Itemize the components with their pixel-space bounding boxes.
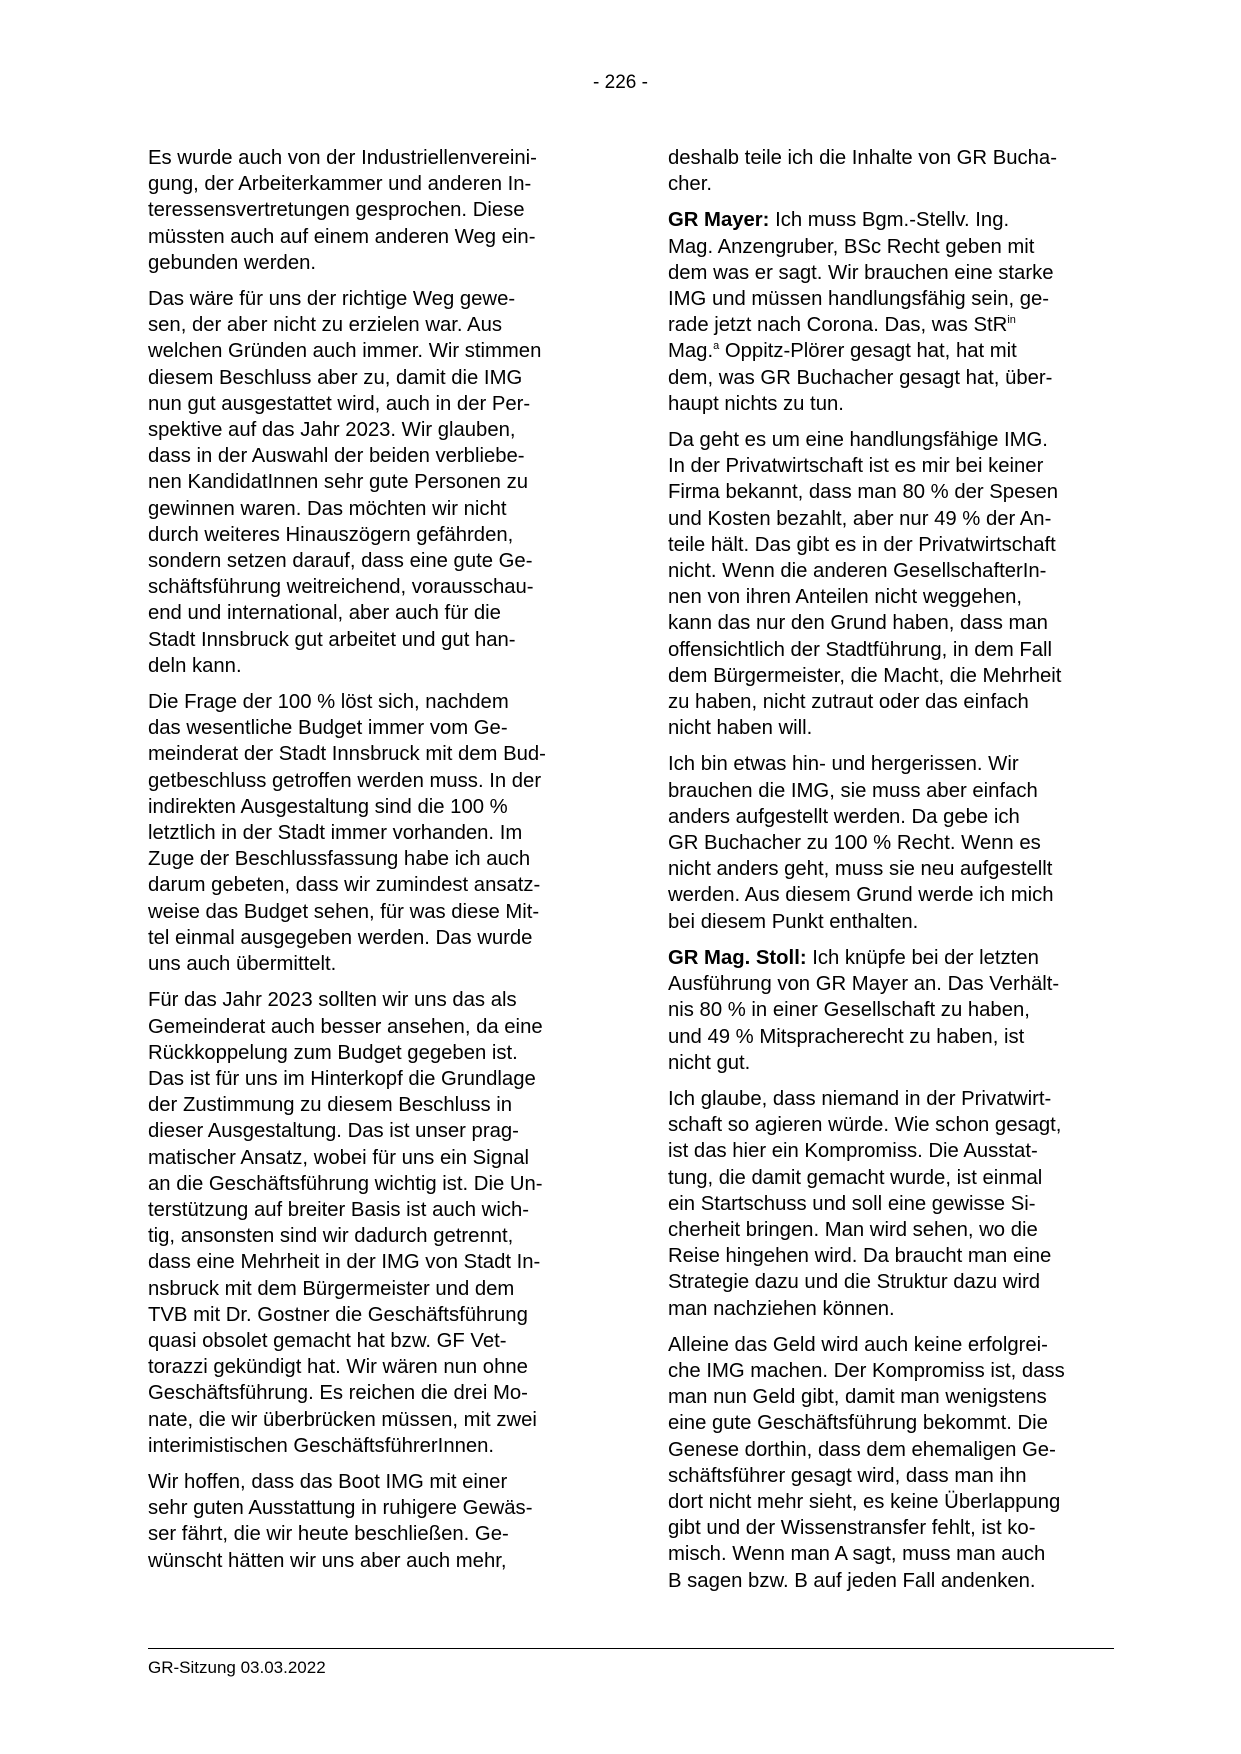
right-column bbox=[668, 145, 1106, 1604]
speaker-name: GR Mag. Stoll: bbox=[668, 946, 807, 969]
paragraph: Für das Jahr 2023 sollten wir uns das als Gemeinderat auch besser ansehen, da eine Rückkoppelung zum Budget gegeben ist. Das ist für uns im Hinterkopf die Grundlage der Zustimmung zu diesem Beschluss in dieser Ausgestaltung. Das ist unser prag- matischer Ansatz, wobei für uns ein Signal an die Geschäftsführung wichtig ist. Die Un- terstützung auf breiter Basis ist auch wich- tig, ansonsten sind wir dadurch getrennt, dass eine Mehrheit in der IMG von Stadt In- nsbruck mit dem Bürgermeister und dem TVB mit Dr. Gostner die Geschäftsführung quasi obsolet gemacht hat bzw. GF Vet- torazzi gekündigt hat. Wir wären nun ohne Geschäftsführung. Es reichen die drei Mo- nate, die wir überbrücken müssen, mit zwei interimistischen GeschäftsführerInnen. bbox=[148, 989, 543, 1457]
left-column bbox=[148, 145, 586, 1584]
speaker-name: GR Mayer: bbox=[668, 209, 770, 232]
paragraph: Alleine das Geld wird auch keine erfolgrei- che IMG machen. Der Kompromiss ist, dass man nun Geld gibt, damit man wenigstens eine gute Geschäftsführung bekommt. Die Genese dorthin, dass dem ehemaligen Ge- schäftsführer gesagt wird, dass man ihn dort nicht mehr sieht, es keine Überlappung gibt und der Wissenstransfer fehlt, ist ko- misch. Wenn man A sagt, muss man auch B sagen bzw. B auf jeden Fall andenken. bbox=[668, 1333, 1065, 1592]
paragraph: Ich bin etwas hin- und hergerissen. Wir brauchen die IMG, sie muss aber einfach anders aufgestellt werden. Da gebe ich GR Buchacher zu 100 % Recht. Wenn es nicht anders geht, muss sie neu aufgestellt werden. Aus diesem Grund werde ich mich bei diesem Punkt enthalten. bbox=[668, 753, 1054, 933]
paragraph: Ich glaube, dass niemand in der Privatwirt- schaft so agieren würde. Wie schon gesagt, ist das hier ein Kompromiss. Die Ausstat- tung, die damit gemacht wurde, ist einmal ein Startschuss und soll eine gewisse Si- cherheit bringen. Man wird sehen, wo die Reise hingehen wird. Da braucht man eine Strategie dazu und die Struktur dazu wird man nachziehen können. bbox=[668, 1087, 1062, 1320]
paragraph: Da geht es um eine handlungsfähige IMG. In der Privatwirtschaft ist es mir bei keiner Firma bekannt, dass man 80 % der Spesen und Kosten bezahlt, aber nur 49 % der An- teile hält. Das gibt es in der Privatwirtschaft nicht. Wenn die anderen GesellschafterIn- nen von ihren Anteilen nicht weggehen, kann das nur den Grund haben, dass man offensichtlich der Stadtführung, in dem Fall dem Bürgermeister, die Macht, die Mehrheit zu haben, nicht zutraut oder das einfach nicht haben will. bbox=[668, 429, 1062, 740]
paragraph: deshalb teile ich die Inhalte von GR Bucha- cher. bbox=[668, 147, 1057, 196]
paragraph: Es wurde auch von der Industriellenvereini- gung, der Arbeiterkammer und anderen In- teressensvertretungen gesprochen. Diese müssten auch auf einem anderen Weg ein- gebunden werden. bbox=[148, 147, 537, 274]
paragraph: Die Frage der 100 % löst sich, nachdem das wesentliche Budget immer vom Ge- meinderat der Stadt Innsbruck mit dem Bud- getbeschluss getroffen werden muss. In der indirekten Ausgestaltung sind die 100 % letztlich in der Stadt immer vorhanden. Im Zuge der Beschlussfassung habe ich auch darum gebeten, dass wir zumindest ansatz- weise das Budget sehen, für was diese Mit- tel einmal ausgegeben werden. Das wurde uns auch übermittelt. bbox=[148, 691, 546, 976]
paragraph: Das wäre für uns der richtige Weg gewe- sen, der aber nicht zu erzielen war. Aus welchen Gründen auch immer. Wir stimmen diesem Beschluss aber zu, damit die IMG nun gut ausgestattet wird, auch in der Per- spektive auf das Jahr 2023. Wir glauben, dass in der Auswahl der beiden verbliebe- nen KandidatInnen sehr gute Personen zu gewinnen waren. Das möchten wir nicht durch weiteres Hinauszögern gefährden, sondern setzen darauf, dass eine gute Ge- schäftsführung weitreichend, vorausschau- end und international, aber auch für die Stadt Innsbruck gut arbeitet und gut han- deln kann. bbox=[148, 288, 542, 677]
footer-divider bbox=[148, 1648, 1114, 1649]
page-number: - 226 - bbox=[593, 72, 648, 93]
speaker-paragraph-mayer: GR Mayer: Ich muss Bgm.-Stellv. Ing. Mag. Anzengruber, BSc Recht geben mit dem was er sagt. Wir brauchen eine starke IMG und müssen handlungsfähig sein, ge- rade jetzt nach Corona. Das, was StR$^{in}$ Mag.$^a$ Oppitz-Plörer gesagt hat, hat mit dem, was GR Buchacher gesagt hat, über- haupt nichts zu tun. bbox=[668, 209, 1054, 415]
paragraph: Wir hoffen, dass das Boot IMG mit einer sehr guten Ausstattung in ruhigere Gewäs- ser fährt, die wir heute beschließen. Ge- wünscht hätten wir uns aber auch mehr, bbox=[148, 1470, 533, 1572]
speaker-paragraph-stoll: GR Mag. Stoll: Ich knüpfe bei der letzten Ausführung von GR Mayer an. Das Verhält- nis 80 % in einer Gesellschaft zu haben, und 49 % Mitspracherecht zu haben, ist nicht gut. bbox=[668, 946, 1060, 1074]
footer-session-date: GR-Sitzung 03.03.2022 bbox=[148, 1658, 326, 1677]
